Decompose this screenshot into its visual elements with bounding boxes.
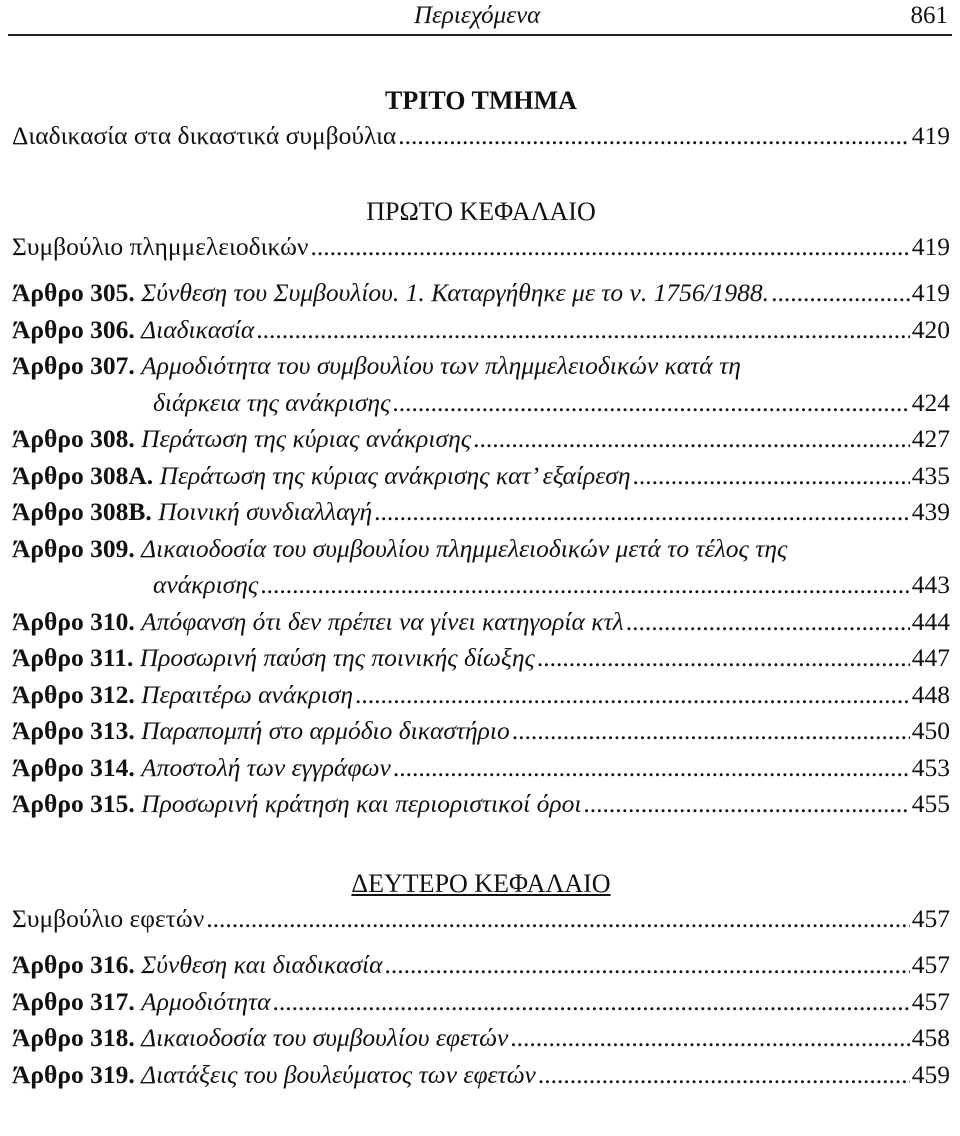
leader-dots: [256, 312, 910, 349]
toc-entry-article[interactable]: [12, 640, 950, 677]
entry-page: 419: [911, 231, 950, 261]
leader-dots: [260, 567, 910, 604]
article-number: Άρθρο 308B.: [12, 497, 152, 526]
article-title: Δικαιοδοσία του συμβουλίου εφετών: [141, 1023, 509, 1052]
entry-page: 457: [911, 903, 950, 933]
article-number: Άρθρο 319.: [12, 1059, 135, 1089]
article-title: Διαδικασία: [141, 314, 255, 344]
article-title: Περαιτέρω ανάκριση: [141, 679, 354, 709]
article-title: Διατάξεις του βουλεύματος των εφετών: [141, 1059, 536, 1089]
toc-entry-article[interactable]: [12, 786, 950, 823]
entry-page: 458: [911, 1023, 950, 1052]
article-number: Άρθρο 310.: [12, 606, 135, 636]
article-title: Σύνθεση και διαδικασία: [141, 950, 383, 979]
entry-page: 427: [911, 424, 950, 453]
article-number: Άρθρο 305.: [12, 278, 135, 307]
article-number: Άρθρο 308A.: [12, 460, 154, 490]
entry-page: 444: [911, 606, 950, 636]
article-number: Άρθρο 309.: [12, 533, 135, 563]
toc-entry-chapter-1[interactable]: [12, 229, 950, 266]
leader-dots: [512, 713, 910, 750]
article-title-continued: ανάκρισης: [153, 570, 259, 599]
leader-dots: [510, 1020, 909, 1057]
leader-dots: [633, 458, 910, 495]
toc-entry-article[interactable]: [12, 1020, 950, 1057]
part-heading: ΤΡΙΤΟ ΤΜΗΜΑ: [385, 86, 577, 115]
article-title: Δικαιοδοσία του συμβουλίου πλημμελειοδικών μετά το τέλος της: [141, 533, 788, 563]
leader-dots: [374, 494, 910, 531]
article-number: Άρθρο 312.: [12, 679, 135, 709]
chapter-heading-1: ΠΡΩΤΟ ΚΕΦΑΛΑΙΟ: [366, 196, 596, 226]
leader-dots: [398, 118, 909, 155]
entry-title: Συμβούλιο εφετών: [12, 903, 205, 933]
entry-page: 439: [911, 497, 950, 526]
toc-entry-article[interactable]: [12, 750, 950, 787]
entry-page: 424: [911, 387, 950, 417]
article-title: Ποινική συνδιαλλαγή: [158, 497, 373, 526]
page-number: 861: [910, 2, 948, 29]
entry-page: 457: [911, 986, 950, 1016]
article-number: Άρθρο 316.: [12, 950, 135, 979]
article-title-continued: διάρκεια της ανάκρισης: [153, 387, 391, 417]
article-number: Άρθρο 311.: [12, 643, 134, 672]
article-number: Άρθρο 314.: [12, 752, 135, 782]
toc-entry-article-continuation[interactable]: [12, 567, 950, 604]
entry-page: 435: [911, 460, 950, 490]
entry-page: 457: [911, 950, 950, 979]
article-title: Παραπομπή στο αρμόδιο δικαστήριο: [141, 716, 510, 745]
entry-page: 453: [911, 752, 950, 782]
entry-title: Διαδικασία στα δικαστικά συμβούλια: [12, 121, 397, 150]
leader-dots: [771, 275, 910, 312]
leader-dots: [392, 385, 909, 422]
toc-entry-article[interactable]: [12, 421, 950, 458]
table-of-contents: [12, 84, 950, 1093]
chapter-heading-text: ΔΕΥΤΕΡΟ ΚΕΦΑΛΑΙΟ: [351, 868, 611, 898]
entry-page: 459: [911, 1059, 950, 1089]
entry-page: 419: [911, 121, 950, 150]
leader-dots: [385, 947, 910, 984]
leader-dots: [310, 229, 909, 266]
article-number: Άρθρο 317.: [12, 986, 135, 1016]
article-number: Άρθρο 318.: [12, 1023, 135, 1052]
article-number: Άρθρο 307.: [12, 351, 135, 380]
entry-page: 447: [911, 643, 950, 672]
leader-dots: [355, 677, 910, 714]
toc-entry-article[interactable]: [12, 713, 950, 750]
entry-page: 420: [911, 314, 950, 344]
article-number: Άρθρο 308.: [12, 424, 135, 453]
leader-dots: [273, 984, 910, 1021]
chapter-heading-2: [12, 867, 950, 901]
leader-dots: [473, 421, 910, 458]
toc-entry-article[interactable]: [12, 458, 950, 495]
entry-page: 419: [911, 278, 950, 307]
toc-entry-article-continuation[interactable]: [12, 385, 950, 422]
article-title: Προσωρινή κράτηση και περιοριστικοί όροι: [141, 789, 582, 818]
entry-title: Συμβούλιο πλημμελειοδικών: [12, 231, 309, 261]
toc-entry-part[interactable]: [12, 118, 950, 155]
toc-entry-article[interactable]: [12, 312, 950, 349]
leader-dots: [583, 786, 909, 823]
toc-entry-article[interactable]: [12, 1057, 950, 1094]
toc-entry-article[interactable]: [12, 275, 950, 312]
toc-entry-article-first-line[interactable]: [12, 348, 950, 385]
leader-dots: [626, 604, 910, 641]
toc-entry-article[interactable]: [12, 984, 950, 1021]
entry-page: 448: [911, 679, 950, 709]
toc-entry-article[interactable]: [12, 604, 950, 641]
article-title: Προσωρινή παύση της ποινικής δίωξης: [139, 643, 535, 672]
article-number: Άρθρο 315.: [12, 789, 135, 818]
running-header: [8, 0, 952, 36]
article-title: Περάτωση της κύριας ανάκρισης: [141, 424, 472, 453]
entry-page: 443: [911, 570, 950, 599]
leader-dots: [537, 640, 910, 677]
running-title: Περιεχόμενα: [414, 2, 541, 29]
article-number: Άρθρο 306.: [12, 314, 135, 344]
toc-entry-chapter-2[interactable]: [12, 901, 950, 938]
leader-dots: [206, 901, 910, 938]
toc-entry-article[interactable]: [12, 947, 950, 984]
article-title: Αρμοδιότητα του συμβουλίου των πλημμελειοδικών κατά τη: [141, 351, 741, 380]
article-number: Άρθρο 313.: [12, 716, 135, 745]
entry-page: 450: [911, 716, 950, 745]
entry-page: 455: [911, 789, 950, 818]
article-title: Αρμοδιότητα: [141, 986, 271, 1016]
toc-entry-article[interactable]: [12, 677, 950, 714]
article-title: Σύνθεση του Συμβουλίου. 1. Καταργήθηκε με το ν. 1756/1988.: [141, 278, 770, 307]
article-title: Αποστολή των εγγράφων: [141, 752, 391, 782]
leader-dots: [538, 1057, 910, 1094]
toc-entry-article[interactable]: [12, 494, 950, 531]
article-title: Περάτωση της κύριας ανάκρισης κατ’ εξαίρεση: [159, 460, 631, 490]
leader-dots: [393, 750, 910, 787]
toc-entry-article-first-line[interactable]: [12, 531, 950, 568]
article-title: Απόφανση ότι δεν πρέπει να γίνει κατηγορία κτλ: [141, 606, 624, 636]
